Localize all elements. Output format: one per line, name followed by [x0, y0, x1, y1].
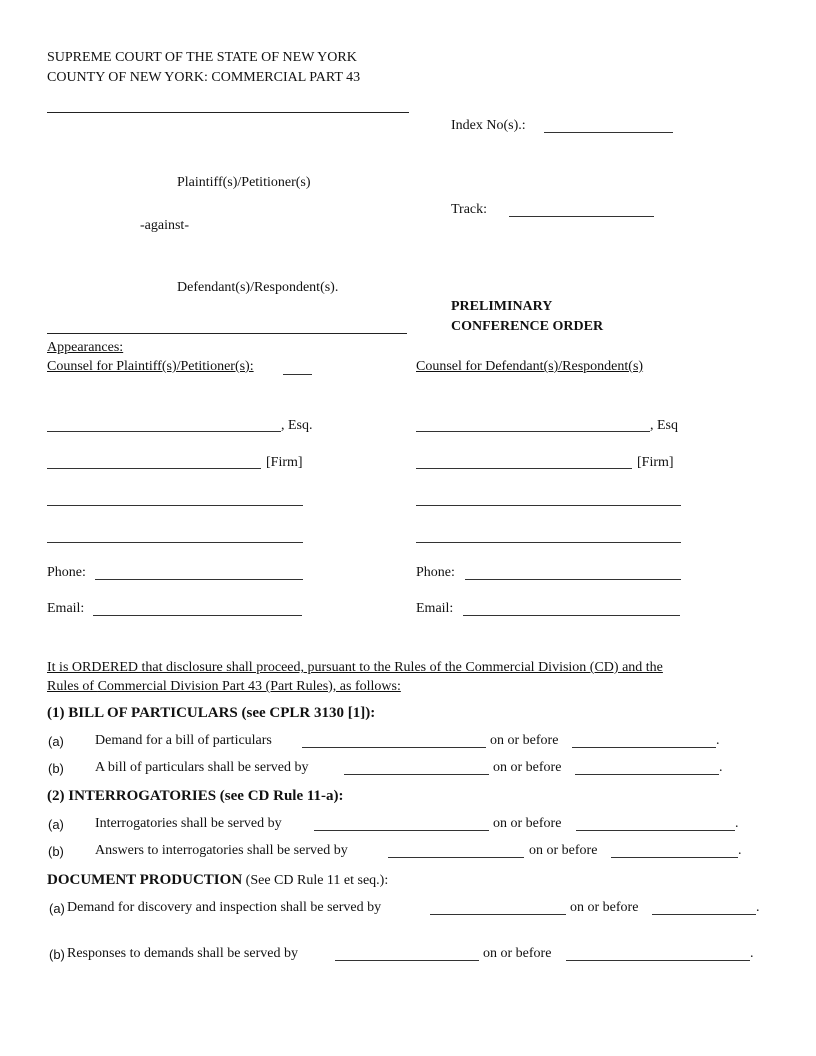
against-label: -against- — [140, 218, 189, 233]
appearances-heading: Appearances: — [47, 340, 124, 355]
interrog-item-a-deadline-field[interactable] — [576, 830, 735, 831]
defendant-address-line2-field[interactable] — [416, 542, 681, 543]
interrog-item-b-marker: (b) — [48, 844, 64, 859]
caption-top-rule — [47, 112, 409, 113]
interrog-item-a-text: Interrogatories shall be served by — [95, 816, 282, 831]
order-title-line1: PRELIMINARY — [451, 299, 553, 314]
bill-item-b-date-field[interactable] — [344, 774, 489, 775]
bill-item-b-deadline-field[interactable] — [575, 774, 719, 775]
index-number-field[interactable] — [544, 132, 673, 133]
interrog-item-a-marker: (a) — [48, 817, 64, 832]
order-intro-line2-prefix: Rules of — [47, 679, 98, 694]
defendant-email-label: Email: — [416, 601, 454, 616]
plaintiff-firm-suffix: [Firm] — [266, 455, 303, 470]
plaintiff-phone-field[interactable] — [95, 579, 303, 580]
index-number-label: Index No(s).: — [451, 118, 526, 133]
document-production-heading-bold: DOCUMENT PRODUCTION — [47, 872, 243, 888]
doc-item-b-text: Responses to demands shall be served by — [67, 946, 298, 961]
order-title-line2: CONFERENCE ORDER — [451, 319, 604, 334]
defendant-phone-label: Phone: — [416, 565, 455, 580]
bill-item-a-period: . — [716, 733, 720, 748]
plaintiff-address-line2-field[interactable] — [47, 542, 303, 543]
doc-item-a-marker: (a) — [49, 901, 65, 916]
doc-item-b-on-or-before: on or before — [483, 946, 552, 961]
court-name-line2: COUNTY OF NEW YORK: COMMERCIAL PART 43 — [47, 70, 361, 85]
doc-item-a-text: Demand for discovery and inspection shall be served by — [67, 900, 382, 915]
defendant-address-line1-field[interactable] — [416, 505, 681, 506]
interrog-item-b-period: . — [738, 843, 742, 858]
plaintiff-esq-suffix: , Esq. — [281, 418, 313, 433]
defendant-firm-suffix: [Firm] — [637, 455, 674, 470]
doc-item-b-date-field[interactable] — [335, 960, 479, 961]
plaintiff-caption-label: Plaintiff(s)/Petitioner(s) — [177, 175, 311, 190]
doc-item-a-deadline-field[interactable] — [652, 914, 756, 915]
bill-item-b-period: . — [719, 760, 723, 775]
bill-item-a-deadline-field[interactable] — [572, 747, 716, 748]
doc-item-a-date-field[interactable] — [430, 914, 566, 915]
bill-item-b-on-or-before: on or before — [493, 760, 562, 775]
bill-item-a-text: Demand for a bill of particulars — [95, 733, 272, 748]
defendant-attorney-name-field[interactable] — [416, 431, 650, 432]
interrog-item-a-period: . — [735, 816, 739, 831]
interrog-item-a-date-field[interactable] — [314, 830, 489, 831]
plaintiff-counsel-heading-rule — [283, 374, 312, 375]
track-field[interactable] — [509, 216, 654, 217]
defendant-counsel-heading: Counsel for Defendant(s)/Respondent(s) — [416, 359, 644, 374]
bill-of-particulars-heading: (1) BILL OF PARTICULARS (see CPLR 3130 [1]): — [47, 705, 376, 721]
doc-item-b-period: . — [750, 946, 754, 961]
bill-item-a-on-or-before: on or before — [490, 733, 559, 748]
order-intro-line2-underlined: Commercial Division Part 43 (Part Rules), as follows: — [97, 679, 401, 694]
document-production-heading-rest: (See CD Rule 11 et seq.): — [242, 873, 389, 888]
plaintiff-phone-label: Phone: — [47, 565, 86, 580]
bill-item-a-date-field[interactable] — [302, 747, 486, 748]
bill-item-b-text: A bill of particulars shall be served by — [95, 760, 309, 775]
caption-bottom-rule — [47, 333, 407, 334]
doc-item-b-deadline-field[interactable] — [566, 960, 750, 961]
plaintiff-firm-field[interactable] — [47, 468, 261, 469]
bill-item-a-marker: (a) — [48, 734, 64, 749]
court-name-line1: SUPREME COURT OF THE STATE OF NEW YORK — [47, 50, 357, 65]
doc-item-a-period: . — [756, 900, 760, 915]
interrog-item-b-deadline-field[interactable] — [611, 857, 738, 858]
plaintiff-address-line1-field[interactable] — [47, 505, 303, 506]
plaintiff-attorney-name-field[interactable] — [47, 431, 281, 432]
interrog-item-b-text: Answers to interrogatories shall be served by — [95, 843, 348, 858]
doc-item-a-on-or-before: on or before — [570, 900, 639, 915]
plaintiff-email-label: Email: — [47, 601, 85, 616]
defendant-firm-field[interactable] — [416, 468, 632, 469]
defendant-phone-field[interactable] — [465, 579, 681, 580]
document-production-heading — [47, 872, 388, 889]
interrogatories-heading: (2) INTERROGATORIES (see CD Rule 11-a): — [47, 788, 344, 804]
plaintiff-email-field[interactable] — [93, 615, 302, 616]
plaintiff-counsel-heading: Counsel for Plaintiff(s)/Petitioner(s): — [47, 359, 254, 374]
defendant-email-field[interactable] — [463, 615, 680, 616]
defendant-caption-label: Defendant(s)/Respondent(s). — [177, 280, 339, 295]
order-intro-line1: It is ORDERED that disclosure shall proceed, pursuant to the Rules of the Commercial Division (CD) and the — [47, 660, 663, 675]
interrog-item-b-date-field[interactable] — [388, 857, 524, 858]
defendant-esq-suffix: , Esq — [650, 418, 678, 433]
interrog-item-b-on-or-before: on or before — [529, 843, 598, 858]
order-intro-line2 — [47, 678, 401, 695]
track-label: Track: — [451, 202, 488, 217]
interrog-item-a-on-or-before: on or before — [493, 816, 562, 831]
doc-item-b-marker: (b) — [49, 947, 65, 962]
bill-item-b-marker: (b) — [48, 761, 64, 776]
